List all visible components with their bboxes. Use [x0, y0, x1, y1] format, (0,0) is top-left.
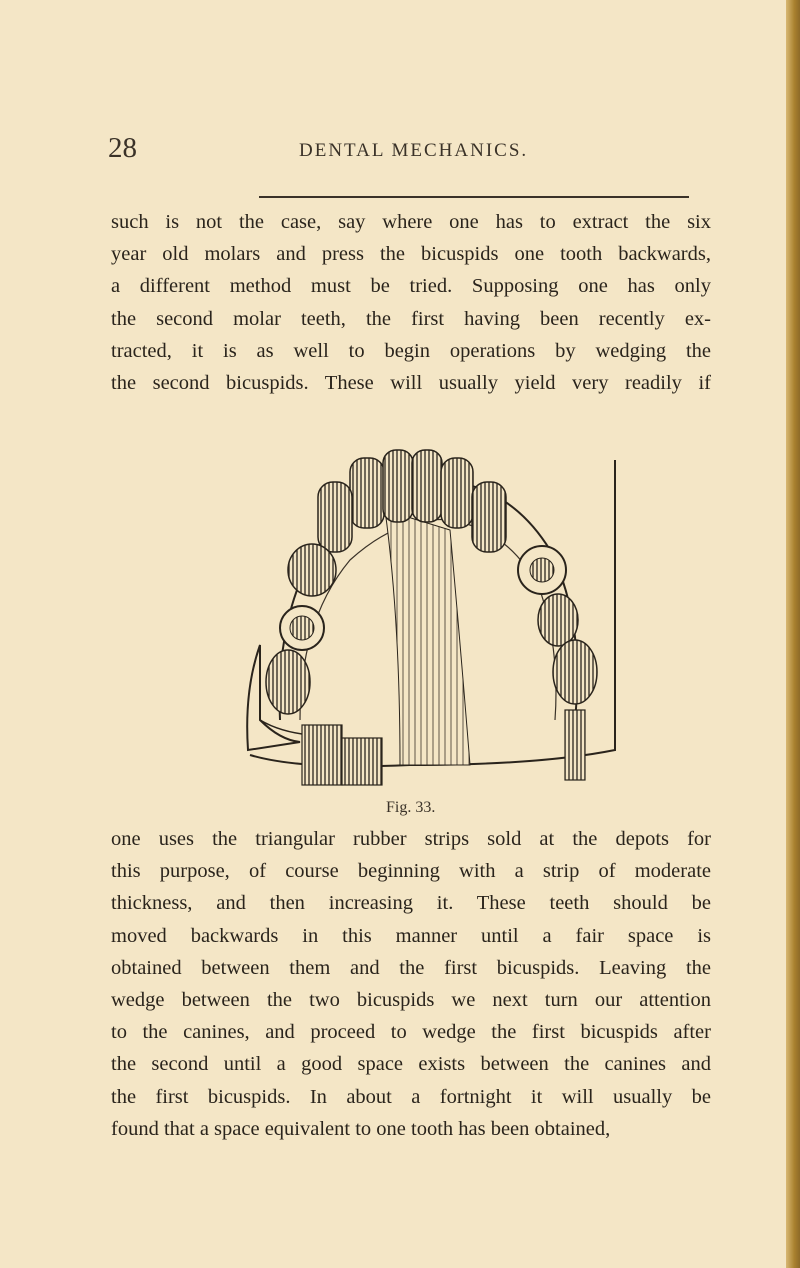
- page-number: 28: [108, 132, 137, 164]
- text-line: the second bicuspids. These will usually yield very readily if: [111, 372, 711, 395]
- text-line: year old molars and press the bicuspids one tooth backwards,: [111, 243, 711, 266]
- text-line: the second until a good space exists between the canines and: [111, 1053, 711, 1076]
- text-line: the first bicuspids. In about a fortnight it will usually be: [111, 1085, 711, 1108]
- paragraph-1: [111, 206, 711, 399]
- text-line: moved backwards in this manner until a fair space is: [111, 924, 711, 947]
- text-line: one uses the triangular rubber strips sold at the depots for: [111, 828, 711, 850]
- text-line: to the canines, and proceed to wedge the first bicuspids after: [111, 1021, 711, 1044]
- dental-arch-illustration: [240, 420, 620, 790]
- text-line: a different method must be tried. Supposing one has only: [111, 275, 711, 298]
- text-line: wedge between the two bicuspids we next turn our attention: [111, 989, 711, 1012]
- text-line: found that a space equivalent to one tooth has been obtained,: [111, 1117, 611, 1140]
- text-line: tracted, it is as well to begin operations by wedging the: [111, 339, 711, 362]
- running-title: DENTAL MECHANICS.: [299, 140, 529, 161]
- page-edge: [786, 0, 800, 1268]
- text-line: obtained between them and the first bicuspids. Leaving the: [111, 956, 711, 979]
- figure-caption: Fig. 33.: [386, 799, 436, 816]
- text-line: the second molar teeth, the first having been recently ex-: [111, 307, 711, 330]
- header-rule: [259, 196, 689, 198]
- paragraph-2: [111, 823, 711, 1145]
- text-line: thickness, and then increasing it. These teeth should be: [111, 892, 711, 915]
- text-line: this purpose, of course beginning with a strip of moderate: [111, 860, 711, 883]
- text-line: such is not the case, say where one has to extract the six: [111, 211, 711, 233]
